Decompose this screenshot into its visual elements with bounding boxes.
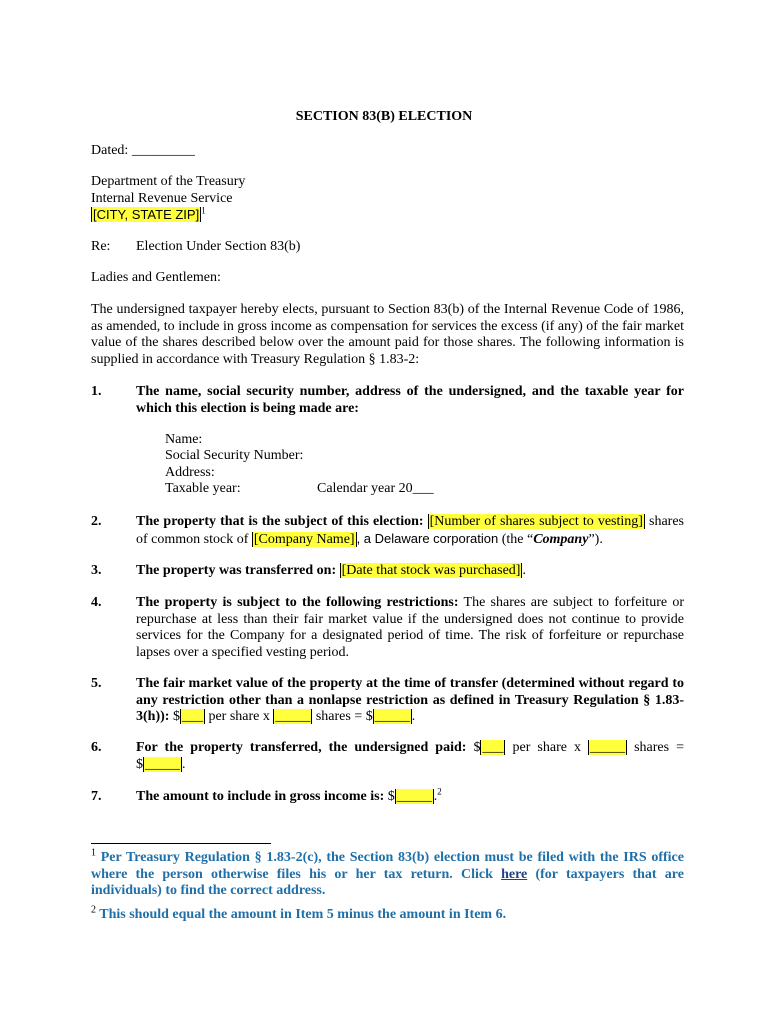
item-6-bold: For the property transferred, the undersigned paid: xyxy=(136,740,467,755)
item-6-t1: per share x xyxy=(505,740,589,755)
item-2-t1: shares of common stock of xyxy=(136,514,684,547)
item-2-number: 2. xyxy=(91,514,102,529)
item-7-end: . xyxy=(433,789,438,804)
item-2-text xyxy=(136,514,684,548)
footnote-ref-2: 2 xyxy=(437,786,442,797)
fmv-total-blank: _____ xyxy=(374,709,410,724)
item-7-bold: The amount to include in gross income is: xyxy=(136,789,385,804)
item-1-number: 1. xyxy=(91,384,102,399)
footnote-ref-1: 1 xyxy=(201,205,206,216)
gross-income-blank: _____ xyxy=(396,789,432,804)
item-4-body: The shares are subject to forfeiture or repurchase at less than their fair market value if the undersigned does not continue to provide services for the Company for a designated period of time. The risk of forfeiture or repurchase lapses over a specified vesting period. xyxy=(136,595,684,660)
footnote-1-text-b: (for taxpayers that are individuals) to find the correct address. xyxy=(91,866,684,898)
item-6-end: . xyxy=(182,756,186,772)
salutation: Ladies and Gentlemen: xyxy=(91,270,221,285)
footnote-1 xyxy=(91,847,684,900)
paid-shares-blank: _____ xyxy=(590,740,626,755)
document-title: SECTION 83(B) ELECTION xyxy=(295,109,473,124)
taxable-year-label: Taxable year: xyxy=(165,481,241,496)
address-line-1: Department of the Treasury xyxy=(91,174,246,189)
company-defined-term: Company xyxy=(533,531,589,547)
item-5-bold: The fair market value of the property at the time of transfer (determined without regard to any restriction other than a nonlapse restriction as defined in Treasury Regulation § 1.83-3(h)): xyxy=(136,676,684,724)
address-line-2: Internal Revenue Service xyxy=(91,190,233,206)
purchase-date-placeholder: [Date that stock was purchased] xyxy=(341,563,521,578)
item-5-number: 5. xyxy=(91,676,102,691)
item-6-t2: shares = $ xyxy=(136,740,684,772)
name-label: Name: xyxy=(165,432,203,447)
item-2-bold: The property that is the subject of this election: xyxy=(136,514,424,529)
item-3-text xyxy=(136,563,684,580)
footnote-1-number: 1 xyxy=(91,847,96,859)
footnote-1-text-a: Per Treasury Regulation § 1.83-2(c), the Section 83(b) election must be filed with the IRS office where the person otherwise files his or her tax return. Click xyxy=(91,850,684,882)
item-2-t2: , a Delaware corporation xyxy=(356,530,499,546)
intro-paragraph: The undersigned taxpayer hereby elects, pursuant to Section 83(b) of the Internal Revenue Code of 1986, as amended, to include in gross income as compensation for services the excess (if any) of the fair market value of the shares described below over the amount paid for those shares. The following information is supplied in accordance with Treasury Regulation § 1.83-2: xyxy=(91,302,684,367)
item-5-dollar: $ xyxy=(169,709,180,724)
irs-address-link[interactable]: here xyxy=(501,866,528,882)
item-6-text xyxy=(136,740,684,773)
item-5-text xyxy=(136,676,684,726)
item-5-t2: shares = $ xyxy=(312,709,373,724)
re-text: Election Under Section 83(b) xyxy=(136,239,301,254)
item-4-bold: The property is subject to the following restrictions: xyxy=(136,595,459,610)
address-line-3 xyxy=(91,207,245,225)
shares-number-placeholder: [Number of shares subject to vesting] xyxy=(429,514,643,529)
footnote-2-text: This should equal the amount in Item 5 minus the amount in Item 6. xyxy=(96,907,507,922)
item-4-text xyxy=(136,595,684,661)
item-2-t3: (the “ xyxy=(498,531,534,547)
company-name-placeholder: [Company Name] xyxy=(253,531,355,547)
item-2-t4: ”). xyxy=(588,531,603,547)
taxable-year-value: Calendar year 20___ xyxy=(317,481,434,496)
item-6-dollar: $ xyxy=(466,740,481,755)
footnote-2 xyxy=(91,904,684,924)
item-3-number: 3. xyxy=(91,563,102,578)
fmv-per-share-blank: ___ xyxy=(181,709,203,724)
footnote-divider xyxy=(91,843,271,844)
paid-per-share-blank: ___ xyxy=(482,740,504,755)
item-5-t1: per share x xyxy=(204,709,274,724)
item-7-dollar: $ xyxy=(384,789,395,804)
re-label: Re: xyxy=(91,239,111,254)
item-6-number: 6. xyxy=(91,740,102,755)
item-1-text: The name, social security number, address of the undersigned, and the taxable year for which this election is being made are: xyxy=(136,384,684,416)
item-3-end: . xyxy=(522,563,526,578)
item-7-text xyxy=(136,786,684,806)
address-block xyxy=(91,174,245,225)
item-7-number: 7. xyxy=(91,789,102,804)
ssn-label: Social Security Number: xyxy=(165,448,304,463)
city-state-zip-placeholder: [CITY, STATE ZIP] xyxy=(93,207,200,222)
dated-line: Dated: _________ xyxy=(91,143,195,158)
item-5-end: . xyxy=(411,709,416,724)
address-label: Address: xyxy=(165,465,215,480)
fmv-shares-blank: _____ xyxy=(275,709,311,724)
footnote-2-number: 2 xyxy=(91,904,96,916)
item-3-bold: The property was transferred on: xyxy=(136,563,337,578)
paid-total-blank: _____ xyxy=(145,756,180,772)
item-4-number: 4. xyxy=(91,595,102,610)
